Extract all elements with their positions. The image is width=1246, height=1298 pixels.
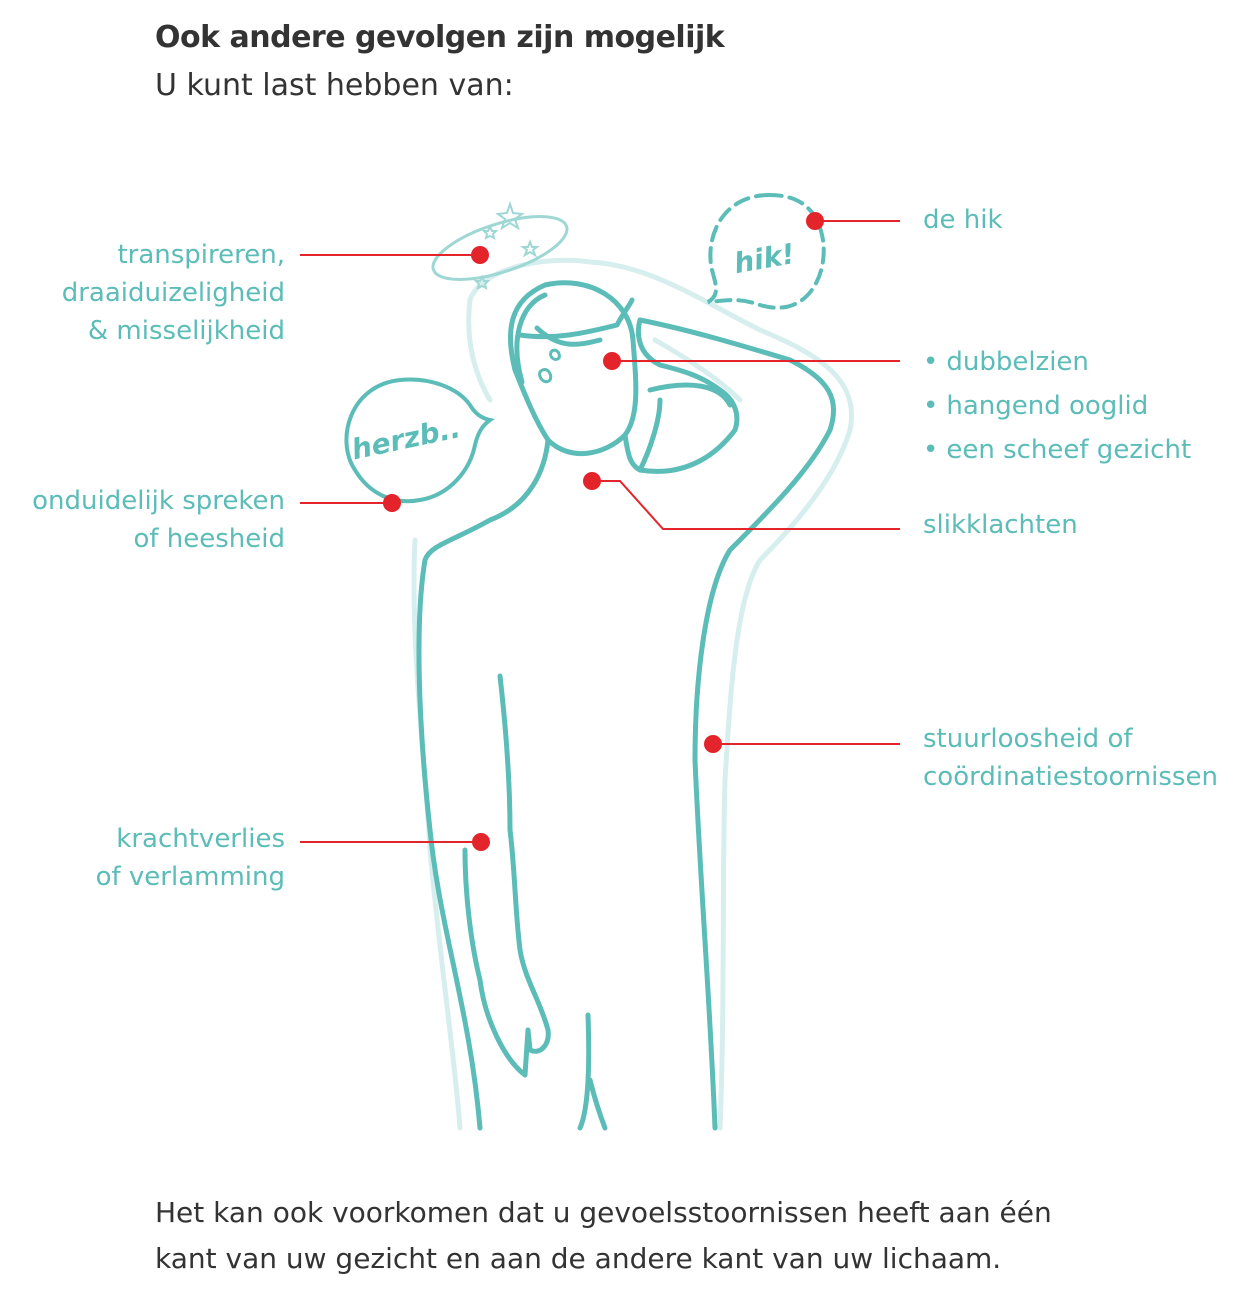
star-icon	[523, 242, 537, 255]
marker-hiccup	[806, 212, 824, 230]
label-coordination: stuurloosheid of coördinatiestoornissen	[923, 724, 1218, 792]
page-subtitle: U kunt last hebben van:	[155, 68, 514, 103]
figure-outline	[419, 283, 834, 1128]
bullet-icon: •	[923, 347, 939, 377]
eyes-item: • hangend ooglid	[923, 391, 1149, 421]
bullet-icon: •	[923, 435, 939, 465]
marker-dizziness	[471, 246, 489, 264]
marker-eyes	[603, 352, 621, 370]
leader-lines	[300, 221, 900, 842]
label-speech: onduidelijk spreken of heesheid	[32, 486, 285, 554]
herzb-bubble-text: herzb..	[348, 411, 464, 467]
marker-weakness	[472, 833, 490, 851]
footer-note: Het kan ook voorkomen dat u gevoelsstoornissen heeft aan één kant van uw gezicht en aan de andere kant van uw lichaam.	[155, 1196, 1052, 1275]
markers	[383, 212, 824, 851]
label-swallowing: slikklachten	[923, 510, 1078, 540]
hanging-arm	[465, 676, 548, 1075]
page-title: Ook andere gevolgen zijn mogelijk	[155, 20, 725, 55]
label-hiccup: de hik	[923, 205, 1003, 235]
bullet-icon: •	[923, 391, 939, 421]
marker-speech	[383, 494, 401, 512]
label-weakness: krachtverlies of verlamming	[95, 824, 285, 892]
hik-bubble-text: hik!	[731, 237, 798, 281]
label-dizziness: transpireren, draaiduizeligheid & misselijkheid	[61, 240, 285, 346]
marker-coordination	[704, 735, 722, 753]
eyes-item: • een scheef gezicht	[923, 435, 1192, 465]
eyes-item: • dubbelzien	[923, 347, 1089, 377]
leader-line-swallowing	[592, 481, 900, 529]
figure-shadow	[414, 260, 852, 1128]
dizzy-halo	[426, 204, 574, 293]
marker-swallowing	[583, 472, 601, 490]
label-eyes	[923, 340, 1191, 472]
